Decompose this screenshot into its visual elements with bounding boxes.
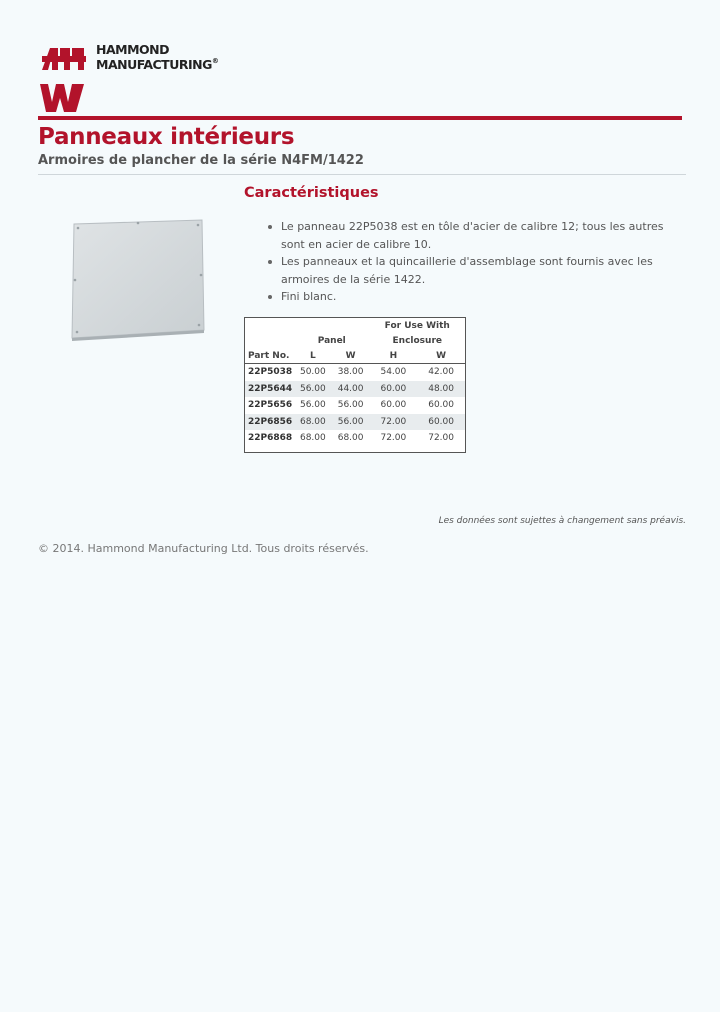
table-header-empty <box>294 318 370 333</box>
table-header-empty <box>245 333 294 348</box>
table-row <box>245 430 465 447</box>
table-header-enclosure-w: W <box>436 350 447 361</box>
table-cell-part: 22P6868 <box>248 433 293 444</box>
page-subtitle: Armoires de plancher de la série N4FM/1422 <box>38 153 364 168</box>
table-cell-part: 22P6856 <box>245 414 294 431</box>
table-cell: 68.00 <box>337 433 364 444</box>
table-cell: 56.00 <box>337 400 364 411</box>
feature-item: Les panneaux et la quincaillerie d'assemblage sont fournis avec les armoires de la série 1422. <box>266 253 686 288</box>
table-cell: 56.00 <box>299 400 326 411</box>
table-header-empty <box>245 318 294 333</box>
disclaimer-note: Les données sont sujettes à changement sans préavis. <box>438 516 686 526</box>
table-cell-part: 22P5656 <box>248 400 293 411</box>
table-group-enclosure-line1: For Use With <box>384 320 450 331</box>
table-cell: 72.00 <box>370 414 418 431</box>
table-cell: 60.00 <box>428 400 454 411</box>
table-cell-part: 22P5644 <box>245 381 294 398</box>
features-heading: Caractéristiques <box>244 185 379 201</box>
table-cell: 42.00 <box>417 364 465 381</box>
header-red-rule <box>38 116 682 120</box>
feature-item: Le panneau 22P5038 est en tôle d'acier de calibre 12; tous les autres sont en acier de calibre 10. <box>266 218 686 253</box>
subtitle-divider <box>38 174 686 175</box>
table-cell: 72.00 <box>380 433 407 444</box>
table-cell: 38.00 <box>332 364 370 381</box>
table-header-part-no: Part No. <box>248 350 290 361</box>
logo-line-manufacturing-text: MANUFACTURING <box>96 57 212 72</box>
table-row <box>245 364 465 381</box>
specifications-table <box>244 317 466 453</box>
table-row <box>245 414 465 431</box>
table-cell: 54.00 <box>370 364 418 381</box>
table-cell: 56.00 <box>294 381 332 398</box>
table-cell: 48.00 <box>417 381 465 398</box>
registered-mark: ® <box>211 57 219 65</box>
table-header-enclosure-h: H <box>389 350 398 361</box>
table-cell: 60.00 <box>370 381 418 398</box>
table-row <box>245 381 465 398</box>
hammond-logo <box>38 42 228 114</box>
copyright-notice: © 2014. Hammond Manufacturing Ltd. Tous droits réservés. <box>38 542 369 555</box>
table-row <box>245 397 465 414</box>
table-cell: 60.00 <box>380 400 407 411</box>
logo-line-hammond: HAMMOND <box>96 42 169 57</box>
features-list <box>266 218 686 306</box>
table-cell: 68.00 <box>299 433 326 444</box>
table-cell: 60.00 <box>417 414 465 431</box>
table-header-panel-w: W <box>345 350 356 361</box>
table-cell: 44.00 <box>332 381 370 398</box>
table-group-enclosure-line2: Enclosure <box>392 335 442 346</box>
table-group-panel: Panel <box>317 335 346 346</box>
table-header-panel-l: L <box>310 350 316 361</box>
table-cell: 50.00 <box>294 364 332 381</box>
feature-item: Fini blanc. <box>266 288 686 306</box>
table-cell: 68.00 <box>294 414 332 431</box>
table-cell: 56.00 <box>332 414 370 431</box>
logo-line-manufacturing <box>96 57 218 72</box>
interior-panel-image <box>68 218 208 342</box>
table-cell-part: 22P5038 <box>245 364 294 381</box>
table-cell: 72.00 <box>428 433 454 444</box>
page-title: Panneaux intérieurs <box>38 124 295 150</box>
hammond-logo-mark-icon <box>38 42 88 114</box>
